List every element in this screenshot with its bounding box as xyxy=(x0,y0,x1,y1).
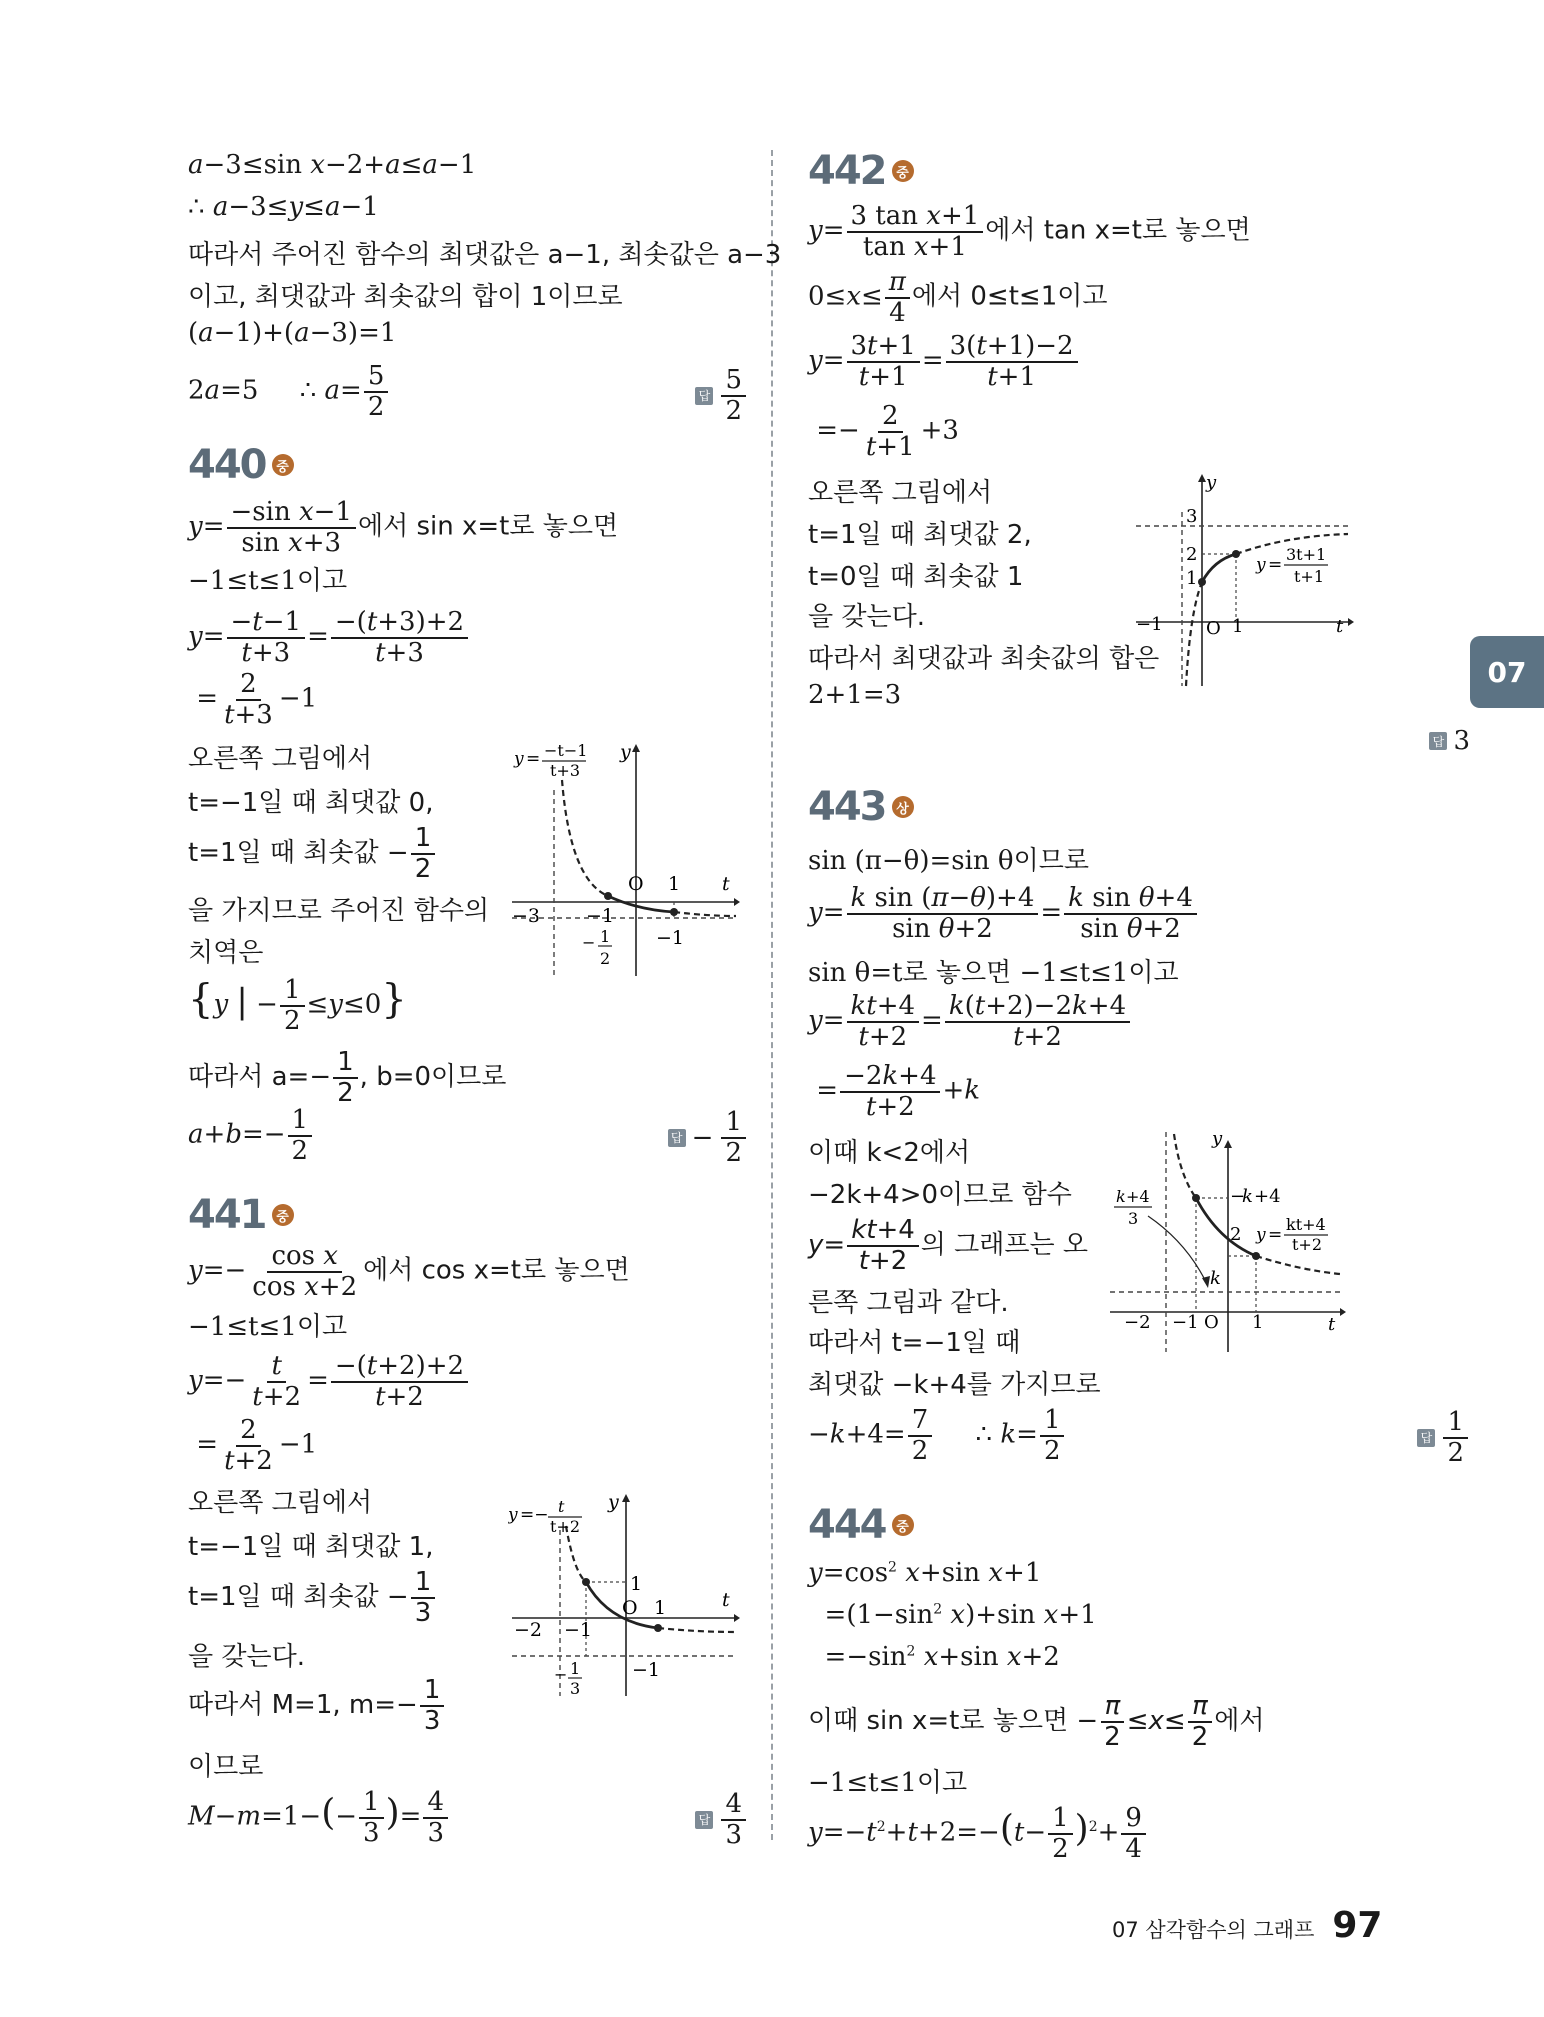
problem-444-header: 444 중 xyxy=(808,1502,914,1548)
441-graph-ref: 오른쪽 그림에서 xyxy=(188,1488,373,1518)
svg-text:t: t xyxy=(1328,1314,1336,1335)
443-maxk: 최댓값 −k+4를 가지므로 xyxy=(808,1370,1101,1400)
444-eq3: $=-\sin^2$ x+sin x+2 xyxy=(808,1642,1060,1672)
440-sub: y= $\frac{\text{−sin x−1}}{\text{sin x+3}}$ 에서 sin x=t로 놓으면 xyxy=(188,497,619,558)
svg-text:kt+4: kt+4 xyxy=(1286,1215,1326,1234)
440-range: −1≤t≤1이고 xyxy=(188,566,348,596)
441-min: t=1일 때 최솟값 − $\frac{1}{3}$ xyxy=(188,1568,437,1627)
441-Mm: 따라서 M=1, m=− $\frac{1}{3}$ xyxy=(188,1676,446,1735)
line-sum: 이고, 최댓값과 최솟값의 합이 1이므로 xyxy=(188,282,623,312)
chapter-title: 07 삼각함수의 그래프 xyxy=(1112,1918,1315,1942)
442-have: 을 갖는다. xyxy=(808,602,925,632)
line-y-range: ∴ a−3≤y≤a−1 xyxy=(188,192,379,222)
443-graph-same: 른쪽 그림과 같다. xyxy=(808,1288,1009,1318)
svg-text:t+3: t+3 xyxy=(550,761,581,780)
problem-442-header: 442 중 xyxy=(808,148,914,194)
problem-443-header: 443 상 xyxy=(808,784,914,830)
svg-text:2: 2 xyxy=(600,949,611,968)
444-range: −1≤t≤1이고 xyxy=(808,1768,968,1798)
svg-text:1: 1 xyxy=(654,1597,667,1619)
444-eq4: $y=-t^2+t+2=-(t-$ $\frac{1}{2}$ )$^2$+ $\frac{9}{4}$ xyxy=(808,1804,1148,1863)
svg-text:1: 1 xyxy=(600,927,611,946)
441-eq2: = $\frac{2}{t+2}$ −1 xyxy=(188,1415,318,1476)
svg-text:t+2: t+2 xyxy=(550,1517,581,1536)
444-sub: 이때 sin x=t로 놓으면 − $\frac{\pi}{2}$ ≤x≤ $\frac{\pi}{2}$ 에서 xyxy=(808,1691,1265,1752)
svg-text:y: y xyxy=(1256,1225,1266,1245)
svg-text:t: t xyxy=(1336,616,1344,637)
svg-text:−3: −3 xyxy=(512,905,541,927)
svg-text:O: O xyxy=(628,873,644,895)
svg-text:−1: −1 xyxy=(586,905,615,927)
443-identity: sin (π−θ)=sin θ이므로 xyxy=(808,846,1089,876)
svg-text:2: 2 xyxy=(1230,1224,1242,1245)
svg-text:+4: +4 xyxy=(1254,1186,1281,1207)
440-result: a+b=− $\frac{1}{2}$ xyxy=(188,1106,314,1165)
441-max: t=−1일 때 최댓값 1, xyxy=(188,1532,434,1562)
441-imuro: 이므로 xyxy=(188,1752,264,1782)
answer-440: 답 − $\frac{1}{2}$ xyxy=(668,1108,748,1167)
441-sub: y=− $\frac{\text{cos x}}{\text{cos x+2}}$ 에서 cos x=t로 놓으면 xyxy=(188,1241,630,1302)
441-have: 을 갖는다. xyxy=(188,1642,305,1672)
graph-443-plot xyxy=(1100,1132,1358,1352)
443-sub: sin θ=t로 놓으면 −1≤t≤1이고 xyxy=(808,958,1179,988)
svg-text:3t+1: 3t+1 xyxy=(1286,545,1327,564)
graph-442-plot xyxy=(1136,472,1358,692)
svg-text:t+2: t+2 xyxy=(1292,1235,1323,1254)
graph-440-plot xyxy=(508,740,740,980)
440-set: {y | − $\frac{1}{2}$ ≤y≤0} xyxy=(188,975,407,1036)
svg-text:−1: −1 xyxy=(632,1659,661,1681)
svg-text:3: 3 xyxy=(570,1679,581,1698)
svg-text:−: − xyxy=(554,1665,568,1684)
svg-text:y: y xyxy=(1206,472,1217,493)
svg-text:O: O xyxy=(1204,1312,1219,1333)
svg-text:=: = xyxy=(1268,1225,1283,1245)
442-domain: 0≤x≤ $\frac{\pi}{4}$ 에서 0≤t≤1이고 xyxy=(808,267,1108,328)
answer-441: 답 $\frac{4}{3}$ xyxy=(695,1790,748,1849)
svg-text:y: y xyxy=(508,1505,518,1525)
442-graph-ref: 오른쪽 그림에서 xyxy=(808,478,993,508)
svg-text:1: 1 xyxy=(668,873,681,895)
page-number: 97 xyxy=(1332,1905,1383,1946)
line-ineq: a−3≤sin x−2+a≤a−1 xyxy=(188,150,477,180)
442-sum: 따라서 최댓값과 최솟값의 합은 xyxy=(808,644,1160,674)
442-max: t=1일 때 최댓값 2, xyxy=(808,520,1032,550)
svg-text:1: 1 xyxy=(1186,568,1198,589)
chapter-tab: 07 xyxy=(1470,636,1544,708)
440-eq2: = $\frac{2}{t+3}$ −1 xyxy=(188,669,318,730)
column-divider xyxy=(771,150,773,1840)
443-eq1: y= $\frac{kt+4}{t+2}$ = $\frac{k(t+2)-2k+4}{t+2}$ xyxy=(808,992,1132,1051)
svg-text:1: 1 xyxy=(1252,1312,1264,1333)
svg-text:=: = xyxy=(1268,555,1283,575)
svg-text:3: 3 xyxy=(1186,506,1198,527)
444-eq2: $=(1-\sin^2$ x)+sin x+1 xyxy=(808,1600,1097,1630)
svg-text:t: t xyxy=(722,873,730,895)
svg-text:y: y xyxy=(514,749,524,769)
svg-text:−t−1: −t−1 xyxy=(544,741,588,760)
440-min: t=1일 때 최솟값 − $\frac{1}{2}$ xyxy=(188,824,437,883)
svg-text:3: 3 xyxy=(1128,1209,1139,1228)
441-result: M−m=1−(− $\frac{1}{3}$ )= $\frac{4}{3}$ xyxy=(188,1788,450,1847)
line-max-min: 따라서 주어진 함수의 최댓값은 a−1, 최솟값은 a−3 xyxy=(188,240,782,270)
page-footer xyxy=(1112,1905,1382,1946)
svg-text:=: = xyxy=(526,749,541,769)
441-range: −1≤t≤1이고 xyxy=(188,1312,348,1342)
svg-text:−1: −1 xyxy=(1172,1312,1199,1333)
answer-443: 답 $\frac{1}{2}$ xyxy=(1417,1408,1470,1467)
svg-text:y: y xyxy=(1256,555,1266,575)
svg-text:−1: −1 xyxy=(564,1619,593,1641)
443-eq2: = $\frac{-2k+4}{t+2}$ +k xyxy=(808,1061,981,1122)
443-kpos: −2k+4>0이므로 함수 xyxy=(808,1180,1072,1210)
svg-text:t: t xyxy=(558,1497,565,1516)
svg-text:−: − xyxy=(1230,1186,1246,1207)
svg-text:t+1: t+1 xyxy=(1294,567,1325,586)
svg-text:y: y xyxy=(608,1491,619,1513)
line-eq: (a−1)+(a−3)=1 xyxy=(188,318,397,348)
440-max: t=−1일 때 최댓값 0, xyxy=(188,788,434,818)
svg-text:=−: =− xyxy=(520,1505,549,1525)
svg-text:−2: −2 xyxy=(514,1619,543,1641)
444-eq1: $y=\cos^2$ x+sin x+1 xyxy=(808,1558,1042,1588)
line-a: 2a=5 ∴ a= $\frac{5}{2}$ xyxy=(188,362,390,421)
answer-439: 답 $\frac{5}{2}$ xyxy=(695,366,748,425)
442-eq2: =− $\frac{2}{t+1}$ +3 xyxy=(808,401,959,462)
443-kcond: 이때 k<2에서 xyxy=(808,1138,971,1168)
svg-text:k: k xyxy=(1116,1187,1126,1206)
442-sumval: 2+1=3 xyxy=(808,680,902,710)
svg-text:O: O xyxy=(1206,618,1221,639)
svg-text:2: 2 xyxy=(1186,544,1198,565)
problem-441-header: 441 중 xyxy=(188,1192,294,1238)
440-have: 을 가지므로 주어진 함수의 xyxy=(188,896,490,926)
svg-text:−1: −1 xyxy=(1136,614,1163,635)
443-tneg: 따라서 t=−1일 때 xyxy=(808,1328,1021,1358)
442-sub: y= $\frac{\text{3 tan x+1}}{\text{tan x+1}}$ 에서 tan x=t로 놓으면 xyxy=(808,201,1251,262)
graph-441-plot xyxy=(508,1490,740,1700)
svg-text:k: k xyxy=(1242,1186,1253,1207)
svg-text:−1: −1 xyxy=(656,927,685,949)
answer-442: 답 3 xyxy=(1429,726,1470,756)
svg-text:O: O xyxy=(622,1597,638,1619)
svg-text:−2: −2 xyxy=(1124,1312,1151,1333)
440-ab: 따라서 a=− $\frac{1}{2}$ , b=0이므로 xyxy=(188,1047,507,1108)
svg-text:t: t xyxy=(722,1589,730,1611)
440-range-word: 치역은 xyxy=(188,938,264,968)
441-eq1: y=− $\frac{t}{t+2}$ = $\frac{-(t+2)+2}{t+2}$ xyxy=(188,1352,470,1411)
443-graph: y= $\frac{kt+4}{t+2}$ 의 그래프는 오 xyxy=(808,1215,1089,1276)
svg-text:+4: +4 xyxy=(1126,1187,1150,1206)
svg-text:1: 1 xyxy=(630,1573,643,1595)
svg-text:1: 1 xyxy=(1232,616,1244,637)
443-eq0: y= $\frac{\text{k sin (π−θ)+4}}{\text{sin θ+2}}$ = $\frac{\text{k sin θ+4}}{\text{sin θ+2}}$ xyxy=(808,884,1199,943)
442-min: t=0일 때 최솟값 1 xyxy=(808,562,1024,592)
svg-text:1: 1 xyxy=(570,1659,581,1678)
440-graph-ref: 오른쪽 그림에서 xyxy=(188,744,373,774)
443-result: −k+4= $\frac{7}{2}$ ∴ k= $\frac{1}{2}$ xyxy=(808,1406,1066,1465)
problem-440-header: 440 중 xyxy=(188,442,294,488)
svg-text:−: − xyxy=(582,933,596,952)
svg-text:y: y xyxy=(1212,1132,1223,1149)
442-eq1: y= $\frac{3t+1}{t+1}$ = $\frac{3(t+1)-2}{t+1}$ xyxy=(808,332,1080,391)
440-eq1: y= $\frac{-t-1}{t+3}$ = $\frac{-(t+3)+2}{t+3}$ xyxy=(188,608,470,667)
svg-text:y: y xyxy=(620,741,631,763)
svg-text:k: k xyxy=(1210,1268,1221,1289)
